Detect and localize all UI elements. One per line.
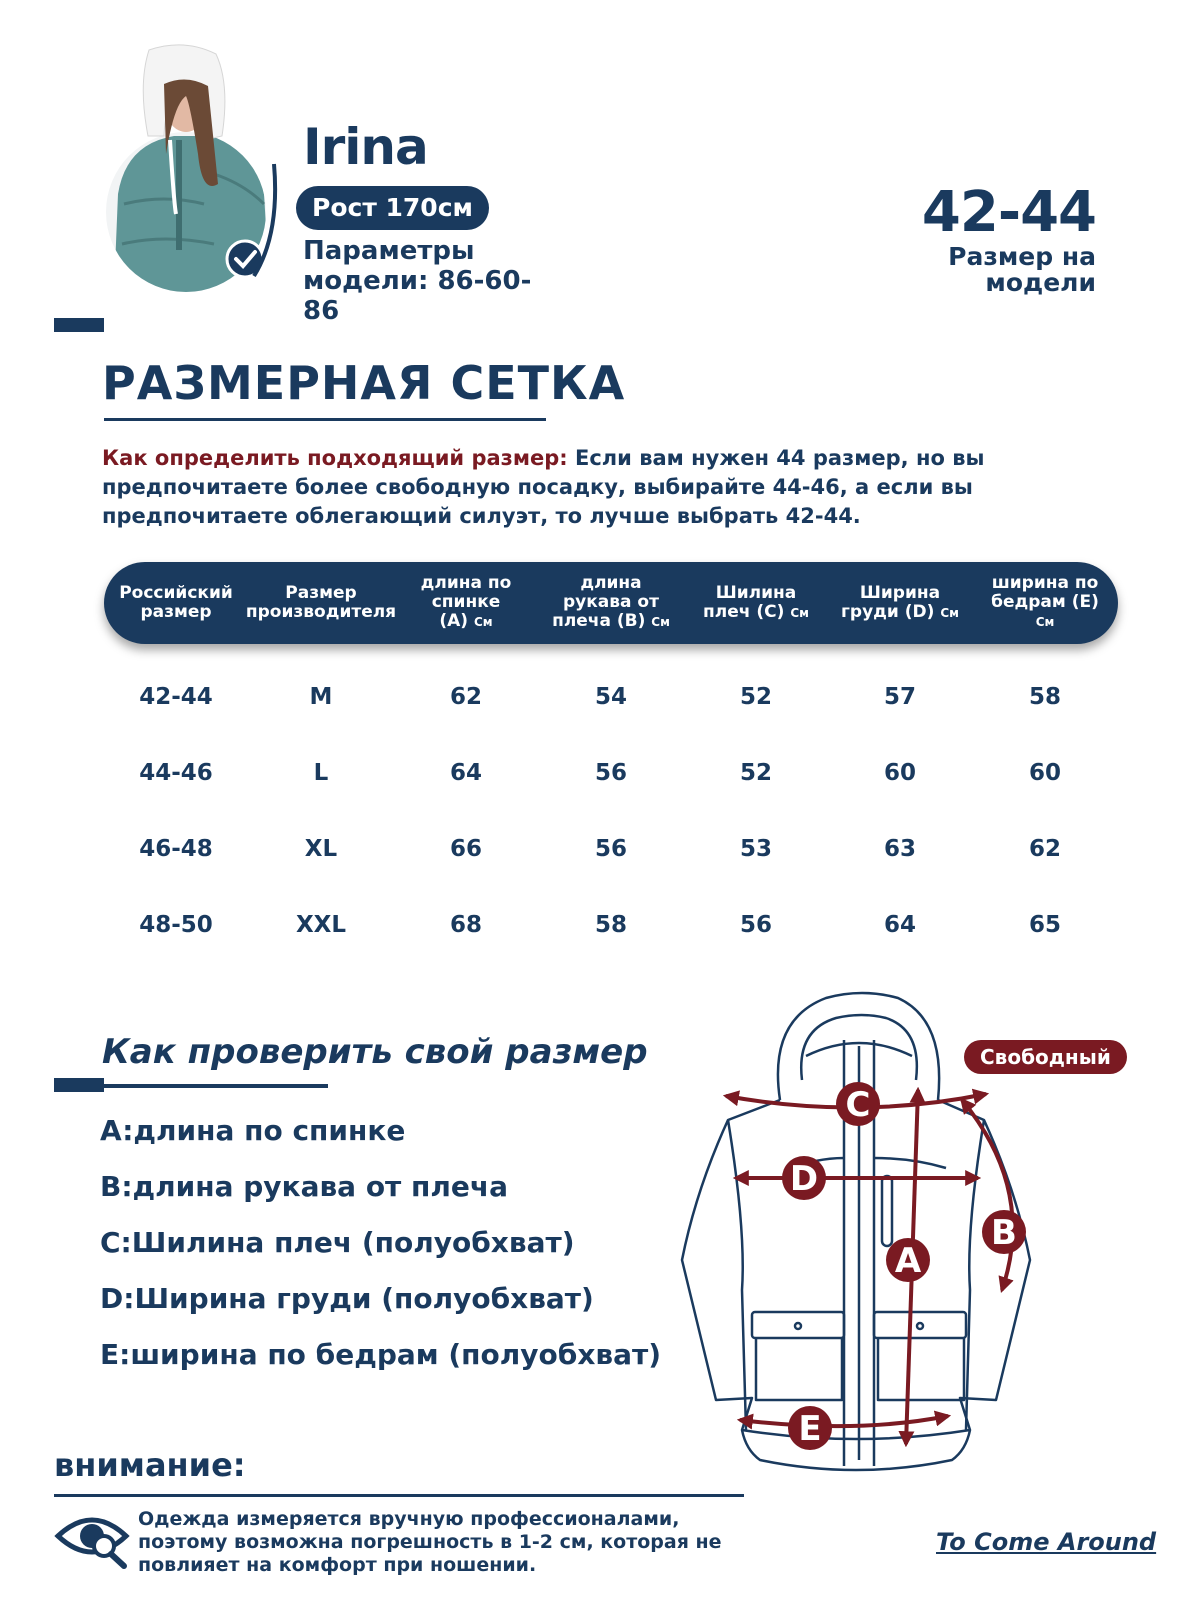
legend-item-c: C:Шилина плеч (полуобхват) <box>100 1226 575 1259</box>
table-cell: XXL <box>295 912 347 938</box>
svg-text:A: A <box>894 1241 922 1281</box>
model-size: 42-44 <box>921 180 1096 245</box>
intro-text <box>102 444 1112 531</box>
how-to-title: Как проверить свой размер <box>102 1032 648 1072</box>
model-height-badge: Рост 170см <box>296 186 489 230</box>
brand-link[interactable]: To Come Around <box>936 1528 1157 1556</box>
attention-title: внимание: <box>54 1446 246 1484</box>
table-row <box>104 677 1118 717</box>
attention-note: Одежда измеряется вручную профессионалами, поэтому возможна погрешность в 1-2 см, которая не повлияет на комфорт при ношении. <box>138 1508 722 1576</box>
model-photo <box>104 44 282 292</box>
col-header-hip-width: ширина по бедрам (E) См <box>991 573 1099 629</box>
legend-item-d: D:Ширина груди (полуобхват) <box>100 1282 594 1315</box>
table-cell: 66 <box>449 836 482 862</box>
table-cell: 56 <box>594 836 627 862</box>
col-header-chest-width: Ширина груди (D) См <box>841 582 959 622</box>
section-title: РАЗМЕРНАЯ СЕТКА <box>102 356 626 410</box>
size-table-header <box>104 562 1118 644</box>
col-header-brand-size: Размер производителя <box>245 583 397 622</box>
attention-divider <box>54 1494 744 1497</box>
svg-text:E: E <box>798 1409 822 1449</box>
table-cell: XL <box>304 836 338 862</box>
svg-text:D: D <box>789 1159 819 1199</box>
model-size-label: Размер на модели <box>948 242 1096 297</box>
model-params: Параметры модели: 86-60-86 <box>303 236 532 326</box>
table-cell: 58 <box>594 912 627 938</box>
svg-text:C: C <box>845 1085 871 1125</box>
table-row <box>104 829 1118 869</box>
table-cell: 68 <box>449 912 482 938</box>
table-row <box>104 753 1118 793</box>
table-cell: 54 <box>594 684 627 710</box>
table-row <box>104 905 1118 945</box>
table-cell: 56 <box>594 760 627 786</box>
fit-type-badge: Свободный <box>964 1040 1127 1074</box>
legend-item-e: E:ширина по бедрам (полуобхват) <box>100 1338 662 1371</box>
table-cell: 65 <box>1028 912 1061 938</box>
table-cell: 63 <box>883 836 916 862</box>
how-to-underline <box>104 1084 328 1088</box>
eye-search-icon <box>54 1508 130 1570</box>
col-header-sleeve-length: длина рукава от плеча (B) См <box>552 573 670 631</box>
table-cell: 60 <box>1028 760 1061 786</box>
legend-item-a: A:длина по спинке <box>100 1114 406 1147</box>
table-cell: 64 <box>449 760 482 786</box>
table-cell: 42-44 <box>139 684 213 710</box>
table-cell: 60 <box>883 760 916 786</box>
table-cell: 56 <box>739 912 772 938</box>
table-cell: 57 <box>883 684 916 710</box>
table-cell: 64 <box>883 912 916 938</box>
accent-bar <box>54 318 104 332</box>
table-cell: M <box>309 684 333 710</box>
title-underline <box>104 418 546 421</box>
table-cell: 46-48 <box>139 836 213 862</box>
table-cell: 52 <box>739 760 772 786</box>
intro-body: Если вам нужен 44 размер, но вы предпочитаете более свободную посадку, выбирайте 44-46, а если вы предпочитаете облегающий силуэт, то лучше выбрать 42-44. <box>102 446 985 528</box>
jacket-measurement-diagram <box>676 990 1076 1500</box>
model-name: Irina <box>303 118 428 176</box>
svg-text:B: B <box>991 1213 1017 1253</box>
col-header-back-length: длина по спинке (A) См <box>420 573 512 631</box>
table-cell: 62 <box>449 684 482 710</box>
col-header-ru-size: Российский размер <box>119 583 233 622</box>
legend-item-b: B:длина рукава от плеча <box>100 1170 508 1203</box>
table-cell: 44-46 <box>139 760 213 786</box>
table-cell: 62 <box>1028 836 1061 862</box>
intro-lead: Как определить подходящий размер: <box>102 446 568 470</box>
col-header-shoulder-width: Шилина плеч (C) См <box>703 582 809 622</box>
accent-bar <box>54 1078 104 1092</box>
table-cell: 53 <box>739 836 772 862</box>
table-cell: 52 <box>739 684 772 710</box>
table-cell: 58 <box>1028 684 1061 710</box>
table-cell: 48-50 <box>139 912 213 938</box>
table-cell: L <box>313 760 329 786</box>
